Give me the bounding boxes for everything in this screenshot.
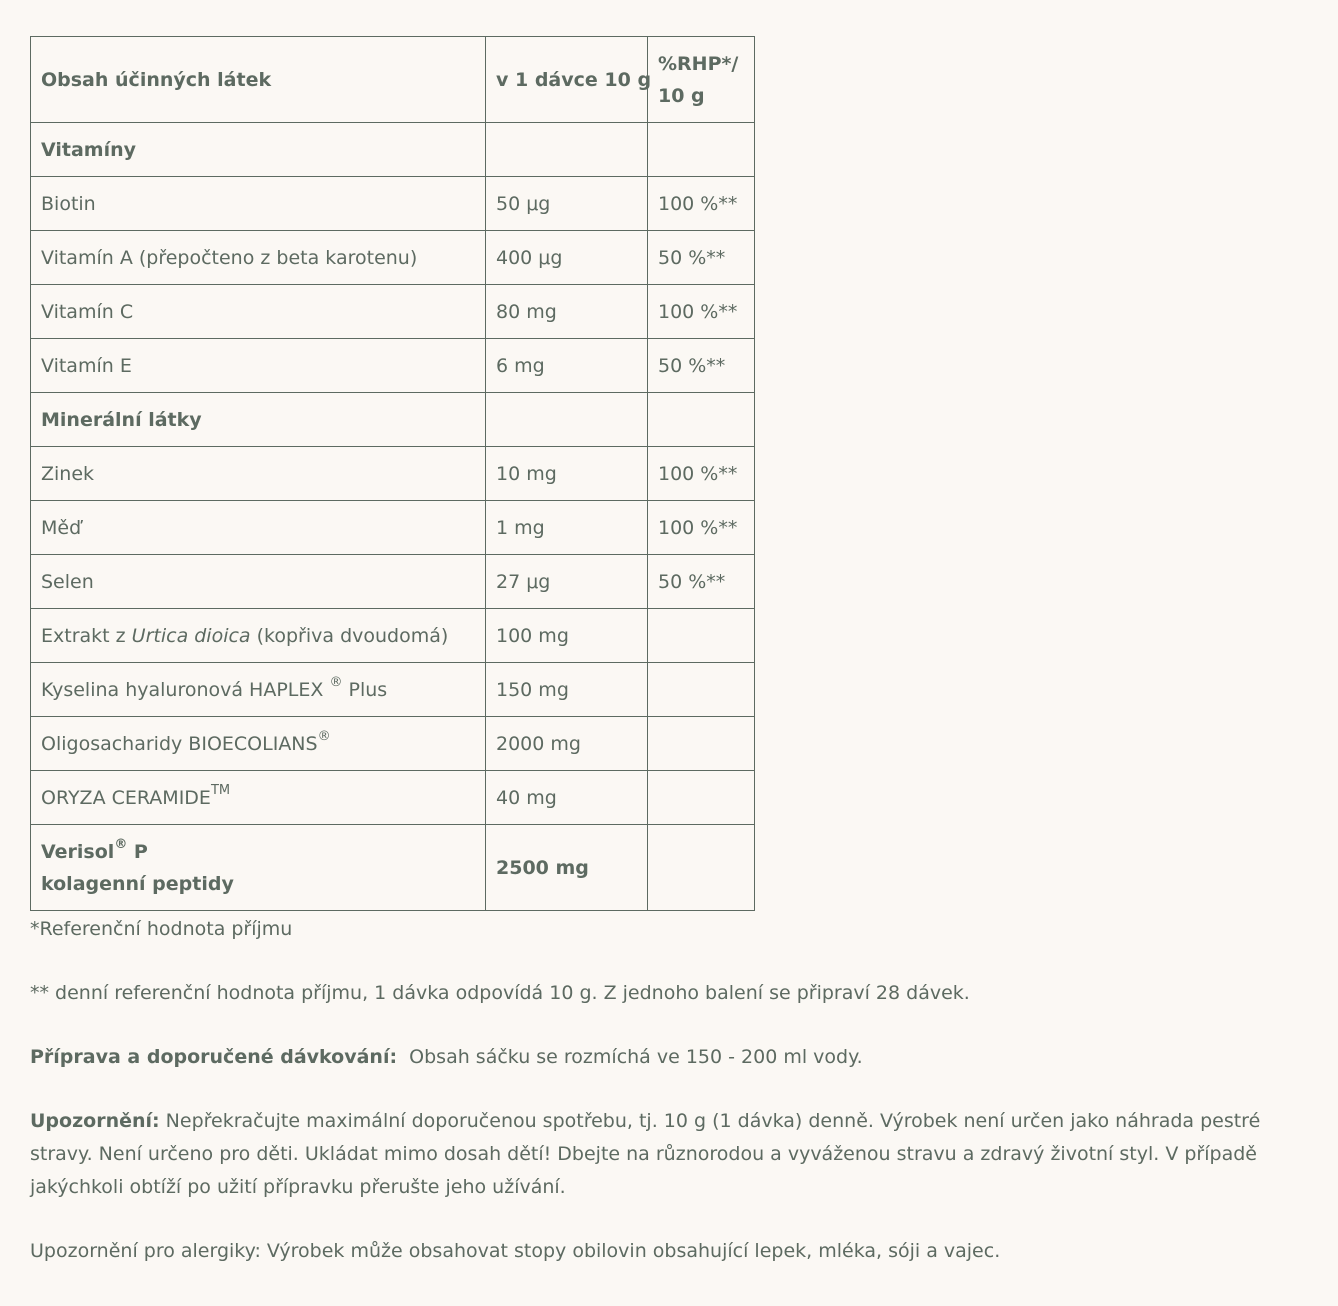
registered-mark: ® xyxy=(317,729,331,745)
ingredient-name: Selen xyxy=(31,555,486,609)
ingredient-amount: 2000 mg xyxy=(486,717,648,771)
ingredient-name: Vitamín A (přepočteno z beta karotenu) xyxy=(31,231,486,285)
ingredient-amount: 80 mg xyxy=(486,285,648,339)
ingredient-rhp xyxy=(648,663,755,717)
table-row xyxy=(31,339,755,393)
ingredient-name: Oligosacharidy BIOECOLIANS® xyxy=(31,717,486,771)
table-header-row xyxy=(31,37,755,123)
header-amount: v 1 dávce 10 g xyxy=(486,37,648,123)
ingredient-rhp xyxy=(648,609,755,663)
ingredient-rhp: 100 %** xyxy=(648,501,755,555)
ingredient-rhp: 50 %** xyxy=(648,231,755,285)
ingredient-name: Verisol® P kolagenní peptidy xyxy=(31,825,486,911)
table-row xyxy=(31,177,755,231)
ingredient-amount: 27 μg xyxy=(486,555,648,609)
ingredient-rhp xyxy=(648,717,755,771)
ingredient-name: Kyselina hyaluronová HAPLEX ® Plus xyxy=(31,663,486,717)
nutrition-table xyxy=(30,36,755,911)
ingredient-subtitle: kolagenní peptidy xyxy=(41,872,234,895)
preparation-label: Příprava a doporučené dávkování: xyxy=(30,1046,398,1068)
table-row xyxy=(31,717,755,771)
table-row xyxy=(31,285,755,339)
preparation-text: Obsah sáčku se rozmíchá ve 150 - 200 ml vody. xyxy=(397,1046,863,1068)
warning-note xyxy=(30,1105,1320,1204)
ingredient-rhp xyxy=(648,825,755,911)
registered-mark: ® xyxy=(114,837,128,853)
ingredient-amount: 1 mg xyxy=(486,501,648,555)
ingredient-name: Vitamín E xyxy=(31,339,486,393)
ingredient-name: Vitamín C xyxy=(31,285,486,339)
table-row xyxy=(31,771,755,825)
warning-text: Nepřekračujte maximální doporučenou spotřebu, tj. 10 g (1 dávka) denně. Výrobek není určen jako náhrada pestré stravy. Není určeno pro děti. Ukládat mimo dosah dětí! Dbejte na různorodou a vyváženou stravu a zdravý životní styl. V případě jakýchkoli obtíží po užití přípravku přerušte jeho užívání. xyxy=(30,1110,1261,1198)
preparation-note xyxy=(30,1041,1320,1074)
ingredient-rhp xyxy=(648,771,755,825)
ingredient-rhp: 50 %** xyxy=(648,339,755,393)
ingredient-amount: 150 mg xyxy=(486,663,648,717)
product-info xyxy=(30,36,1320,1268)
table-row xyxy=(31,231,755,285)
ingredient-rhp: 100 %** xyxy=(648,177,755,231)
ingredient-name: Zinek xyxy=(31,447,486,501)
table-row xyxy=(31,609,755,663)
latin-name: Urtica dioica xyxy=(131,624,251,647)
header-ingredients: Obsah účinných látek xyxy=(31,37,486,123)
reference-note: *Referenční hodnota příjmu xyxy=(30,918,293,940)
registered-mark: ® xyxy=(329,675,343,691)
section-label: Vitamíny xyxy=(31,123,486,177)
ingredient-name: Biotin xyxy=(31,177,486,231)
ingredient-name: Extrakt z Urtica dioica (kopřiva dvoudomá) xyxy=(31,609,486,663)
table-row xyxy=(31,825,755,911)
allergy-note: Upozornění pro alergiky: Výrobek může obsahovat stopy obilovin obsahující lepek, mléka, sóji a vajec. xyxy=(30,1240,1001,1262)
ingredient-rhp: 100 %** xyxy=(648,447,755,501)
warning-label: Upozornění: xyxy=(30,1110,160,1132)
ingredient-amount: 50 μg xyxy=(486,177,648,231)
ingredient-amount: 100 mg xyxy=(486,609,648,663)
header-rhp: %RHP*/ 10 g xyxy=(648,37,755,123)
section-row-minerals xyxy=(31,393,755,447)
ingredient-amount: 400 μg xyxy=(486,231,648,285)
trademark-mark: TM xyxy=(210,783,231,799)
daily-note: ** denní referenční hodnota příjmu, 1 dávka odpovídá 10 g. Z jednoho balení se připraví 28 dávek. xyxy=(30,982,970,1004)
ingredient-amount: 6 mg xyxy=(486,339,648,393)
table-row xyxy=(31,501,755,555)
ingredient-rhp: 50 %** xyxy=(648,555,755,609)
table-row xyxy=(31,663,755,717)
table-row xyxy=(31,555,755,609)
section-label: Minerální látky xyxy=(31,393,486,447)
ingredient-name: Měď xyxy=(31,501,486,555)
section-row-vitamins xyxy=(31,123,755,177)
ingredient-name: ORYZA CERAMIDE™ xyxy=(31,771,486,825)
ingredient-amount: 40 mg xyxy=(486,771,648,825)
ingredient-amount: 10 mg xyxy=(486,447,648,501)
table-row xyxy=(31,447,755,501)
ingredient-amount: 2500 mg xyxy=(486,825,648,911)
ingredient-rhp: 100 %** xyxy=(648,285,755,339)
